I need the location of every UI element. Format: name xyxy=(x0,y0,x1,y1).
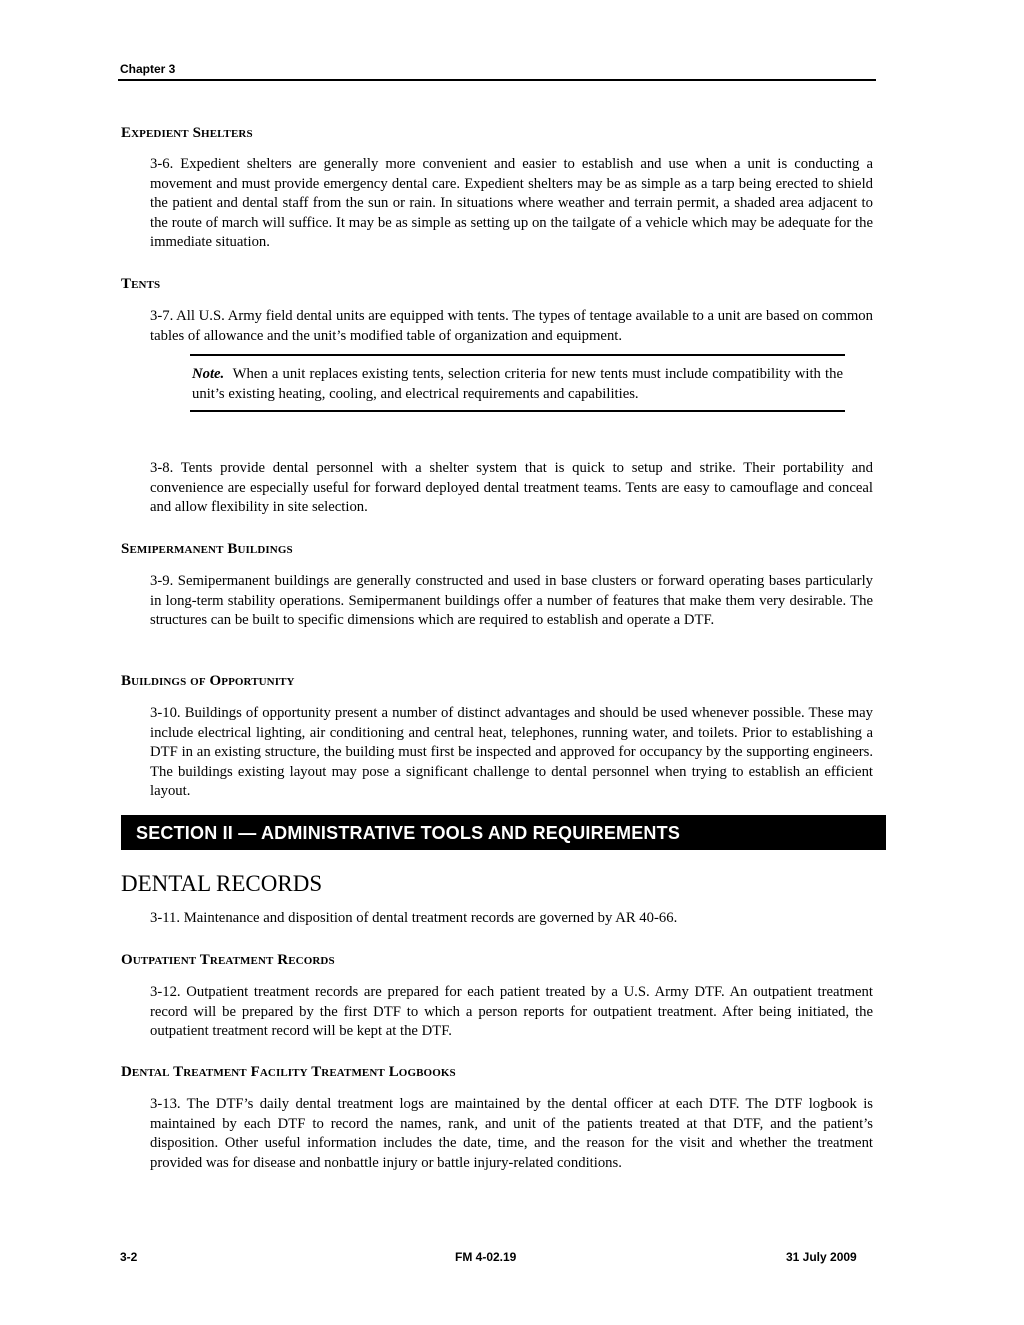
heading-dental-records: DENTAL RECORDS xyxy=(121,871,323,896)
heading-expedient-shelters: Expedient Shelters xyxy=(121,125,253,141)
paragraph-3-11: 3-11. Maintenance and disposition of dental treatment records are governed by AR 40-66. xyxy=(150,910,678,926)
paragraph-3-12: 3-12. Outpatient treatment records are prepared for each patient treated by a U.S. Army DTF. An outpatient treatment record will be prepared by the first DTF to which a person reports for outpatient treatment. After being initiated, the outpatient treatment record will be kept at the DTF. xyxy=(150,984,873,1039)
running-head: Chapter 3 xyxy=(120,62,176,76)
note-content xyxy=(192,365,843,404)
heading-semipermanent-buildings: Semipermanent Buildings xyxy=(121,541,293,557)
section-banner xyxy=(121,815,886,850)
paragraph-3-6: 3-6. Expedient shelters are generally more convenient and easier to establish and use when a unit is conducting a movement and must provide emergency dental care. Expedient shelters may be as simple as a tarp being erected to shield the patient and dental staff from the sun or rain. In situations where weather and terrain permit, a shaded area adjacent to the route of march will suffice. It may be as simple as setting up on the tailgate of a vehicle which may be adequate for the immediate situation. xyxy=(150,156,873,250)
note-text: When a unit replaces existing tents, selection criteria for new tents must include compatibility with the unit’s existing heating, cooling, and electrical requirements and capabilities. xyxy=(192,366,843,402)
footer-page-number: 3-2 xyxy=(120,1250,138,1264)
section-banner-title: SECTION II — ADMINISTRATIVE TOOLS AND REQUIREMENTS xyxy=(136,823,681,843)
paragraph-3-10: 3-10. Buildings of opportunity present a number of distinct advantages and should be used whenever possible. These may include electrical lighting, air conditioning and central heat, telephones, running water, and toilets. Prior to establishing a DTF in an existing structure, the building must first be inspected and approved for occupancy by the supporting engineers. The buildings existing layout may pose a significant challenge to dental personnel when trying to establish an efficient layout. xyxy=(150,705,873,799)
paragraph-3-13: 3-13. The DTF’s daily dental treatment logs are maintained by the dental officer at each DTF. The DTF logbook is maintained by each DTF to record the names, rank, and unit of the patients treated at that DTF, and the patient’s disposition. Other useful information includes the date, time, and the reason for the visit and whether the treatment provided was for disease and nonbattle injury or battle injury-related conditions. xyxy=(150,1096,873,1171)
footer-publication: FM 4-02.19 xyxy=(455,1250,517,1264)
note-box xyxy=(190,354,845,412)
heading-buildings-of-opportunity: Buildings of Opportunity xyxy=(121,673,295,689)
paragraph-3-8: 3-8. Tents provide dental personnel with a shelter system that is quick to setup and strike. Their portability and convenience are especially useful for forward deployed dental treatment teams. Tents are easy to camouflage and conceal and allow flexibility in site selection. xyxy=(150,460,873,515)
note-label: Note. xyxy=(192,366,225,382)
paragraph-3-7: 3-7. All U.S. Army field dental units are equipped with tents. The types of tentage available to a unit are based on common tables of allowance and the unit’s modified table of organization and equipment. xyxy=(150,308,873,344)
heading-tents: Tents xyxy=(121,276,161,292)
heading-dtf-treatment-logbooks: Dental Treatment Facility Treatment Logbooks xyxy=(121,1064,456,1080)
paragraph-3-9: 3-9. Semipermanent buildings are generally constructed and used in base clusters or forward operating bases particularly in long-term stability operations. Semipermanent buildings offer a number of features that make them very desirable. The structures can be built to specific dimensions which are required to establish and operate a DTF. xyxy=(150,573,873,628)
heading-outpatient-treatment-records: Outpatient Treatment Records xyxy=(121,952,335,968)
footer-date: 31 July 2009 xyxy=(786,1250,857,1264)
header-rule xyxy=(118,79,876,81)
